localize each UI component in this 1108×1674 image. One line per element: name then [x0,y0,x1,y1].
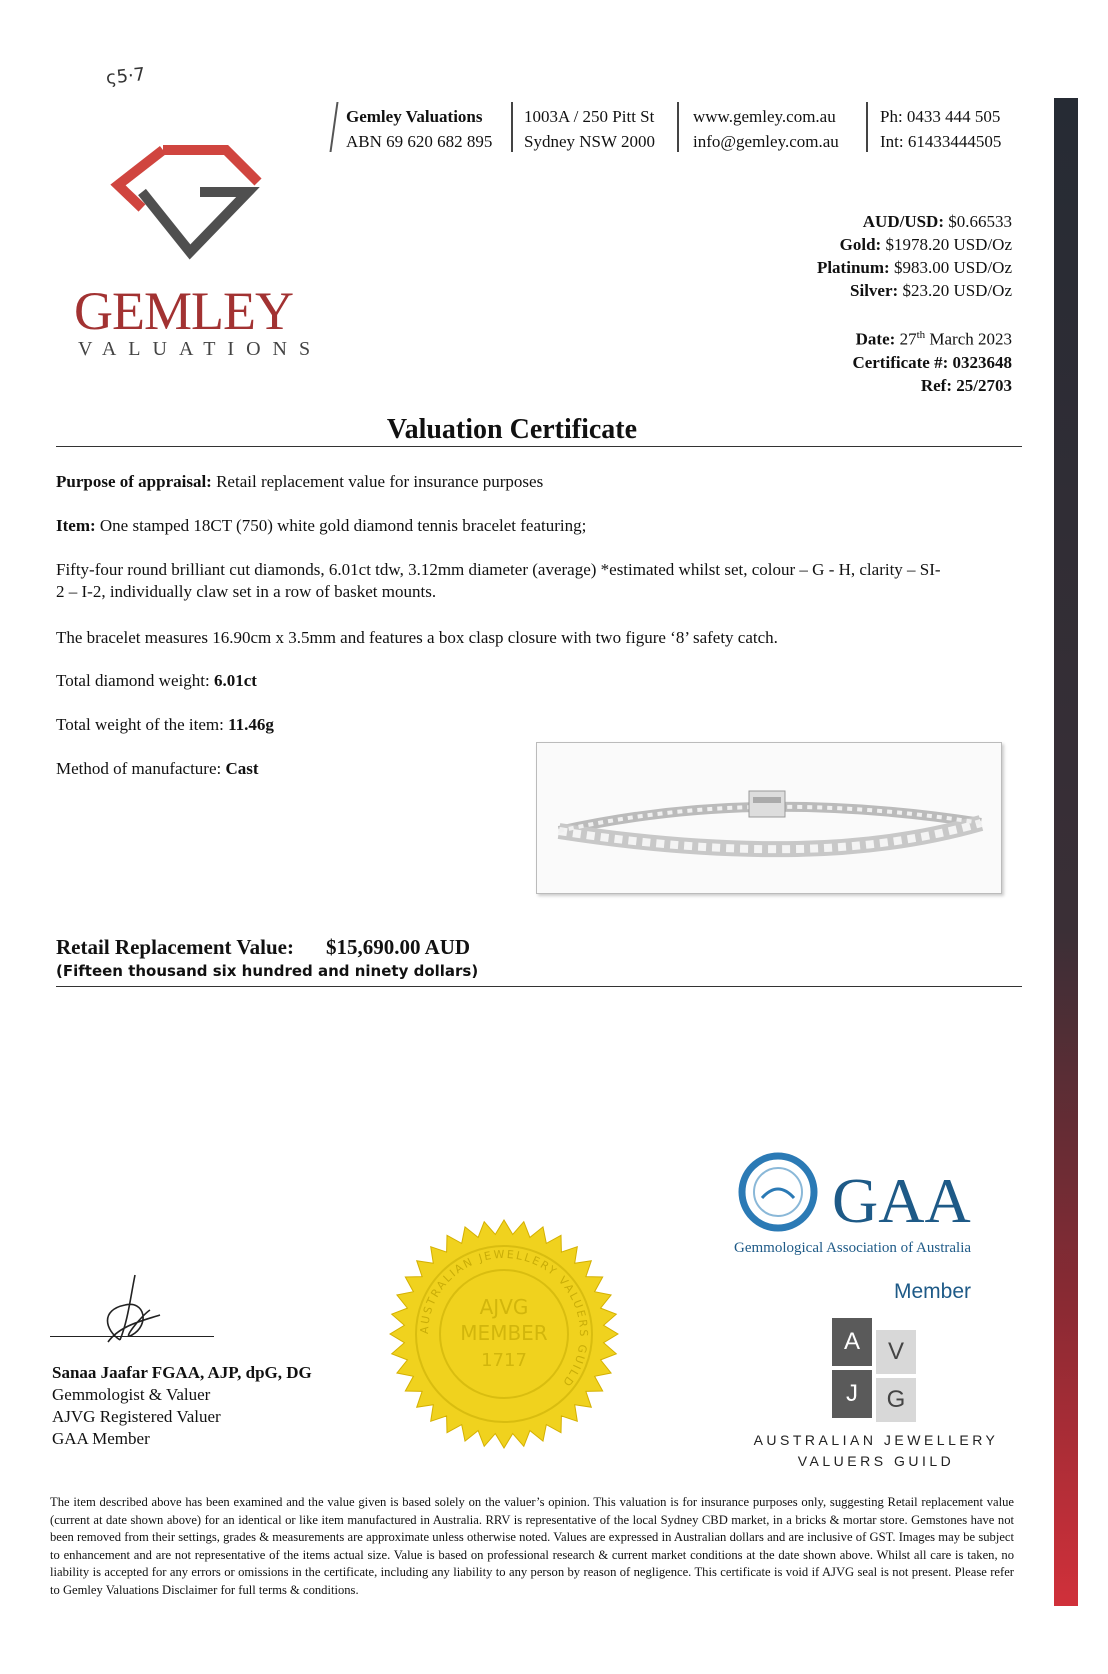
silver-value: $23.20 USD/Oz [902,281,1012,300]
gaa-member-label: Member [894,1280,972,1303]
header-address [524,104,655,154]
ajvg-letter: G [876,1378,916,1422]
decorative-side-bar [1054,98,1078,1606]
handwritten-note: ς5·7 [105,64,147,89]
title-rule [56,446,1022,447]
header-divider [511,102,513,152]
signer-block [52,1362,312,1450]
seal-line3: 1717 [481,1350,527,1371]
aud-usd-value: $0.66533 [948,212,1012,231]
gold-label: Gold: [839,235,882,254]
ajvg-seal-icon [386,1216,622,1452]
email-link[interactable]: info@gemley.com.au [693,132,839,151]
signer-role: GAA Member [52,1429,150,1448]
diamonds-line1: Fifty-four round brilliant cut diamonds, 6.01ct tdw, 3.12mm diameter (average) *estimated whilst set, colour – G - H, clarity – SI- [56,560,941,579]
purpose-label: Purpose of appraisal: [56,472,212,491]
company-name: Gemley Valuations [346,107,483,126]
measurements-line: The bracelet measures 16.90cm x 3.5mm and features a box clasp closure with two figure ‘8’ safety catch. [56,628,778,647]
date-label: Date: [855,329,896,349]
ajvg-name-line1: AUSTRALIAN JEWELLERY [753,1432,999,1448]
date-day: 27 [899,329,917,349]
gaa-full-name: Gemmological Association of Australia [734,1240,972,1256]
date-suffix: th [916,329,926,341]
brand-wordmark: GEMLEY [74,281,293,341]
aud-usd-label: AUD/USD: [862,212,944,231]
date-rest: March 2023 [929,329,1012,349]
purpose-line [56,471,1016,493]
header-company [346,104,492,154]
header-web [693,104,839,154]
total-weight-label: Total weight of the item: [56,715,224,734]
total-diamond-line [56,670,1016,692]
header-phone [880,104,1001,154]
item-value: One stamped 18CT (750) white gold diamond tennis bracelet featuring; [99,516,587,535]
ajvg-name [746,1430,1006,1472]
website-link[interactable]: www.gemley.com.au [693,107,836,126]
ajvg-name-line2: VALUERS GUILD [797,1453,955,1469]
total-diamond-label: Total diamond weight: [56,671,210,690]
signature-line [50,1336,214,1337]
company-abn: ABN 69 620 682 895 [346,132,493,151]
rrv-words: (Fifteen thousand six hundred and ninety dollars) [56,962,479,980]
gaa-emblem-icon [738,1150,824,1236]
intl-phone-number: Int: 61433444505 [880,132,1002,151]
total-diamond-value: 6.01ct [213,671,257,690]
tennis-bracelet-icon [537,743,1001,893]
item-label: Item: [56,516,96,535]
value-rule [56,986,1022,987]
phone-number: Ph: 0433 444 505 [880,107,1001,126]
seal-line1: AJVG [479,1295,529,1319]
seal-ring-text: AUSTRALIAN JEWELLERY VALUERS GUILD [417,1247,591,1391]
header-divider [329,102,338,152]
signer-role: AJVG Registered Valuer [52,1407,221,1426]
brand-subtitle: VALUATIONS [78,338,323,360]
ajvg-letter: A [832,1318,872,1366]
bracelet-photo [536,742,1002,894]
metal-rates [817,210,1012,302]
signature-icon [90,1270,170,1350]
gaa-acronym: GAA [832,1165,971,1236]
purpose-value: Retail replacement value for insurance purposes [216,472,544,491]
silver-label: Silver: [850,281,899,300]
gold-value: $1978.20 USD/Oz [885,235,1012,254]
rrv-amount: $15,690.00 AUD [326,935,471,959]
signer-name: Sanaa Jaafar FGAA, AJP, dpG, DG [52,1363,312,1382]
ajvg-letter: V [876,1330,916,1374]
header-divider [677,102,679,152]
certificate-label: Certificate #: [852,352,949,372]
method-value: Cast [225,759,259,778]
item-line [56,515,1016,537]
diamonds-description [56,559,1016,603]
page-title: Valuation Certificate [386,414,638,445]
ajvg-letter: J [832,1370,872,1418]
platinum-label: Platinum: [816,258,890,277]
address-line1: 1003A / 250 Pitt St [524,107,655,126]
address-line2: Sydney NSW 2000 [524,132,655,151]
ref-label: Ref: [920,375,953,395]
gemley-logo-icon [108,140,278,266]
platinum-value: $983.00 USD/Oz [893,258,1012,277]
signer-role: Gemmologist & Valuer [52,1385,211,1404]
total-weight-value: 11.46g [228,715,274,734]
ajvg-logo [832,1318,922,1422]
header-divider [866,102,868,152]
method-label: Method of manufacture: [56,759,222,778]
ref-number: 25/2703 [956,375,1012,395]
seal-line2: MEMBER [460,1321,548,1345]
rrv-label: Retail Replacement Value: [56,935,294,959]
certificate-number: 0323648 [952,352,1012,372]
diamonds-line2: 2 – I-2, individually claw set in a row of basket mounts. [56,582,437,601]
certificate-meta [852,324,1012,397]
total-weight-line [56,714,1016,736]
disclaimer-text: The item described above has been examined and the value given is based solely on the valuer’s opinion. This valuation is for insurance purposes only, suggesting Retail replacement value (current at date shown above) for an identical or like item manufactured in Australia. RRV is representative of the local Sydney CBD market, in a bricks & mortar store. Gemstones have not been removed from their settings, grades & measurements are approximate unless otherwise noted. Values are expressed in Australian dollars and are inclusive of GST. Images may be subject to enhancement and are not representative of the items actual size. Value is based on professional research & current market conditions at the date shown above. Whilst all care is taken, no liability is accepted for any errors or omissions in the certificate, including any liability to any person by reason of negligence. This certificate is void if AJVG seal is not present. Please refer to Gemley Valuations Disclaimer for full terms & conditions. [50,1495,1014,1597]
